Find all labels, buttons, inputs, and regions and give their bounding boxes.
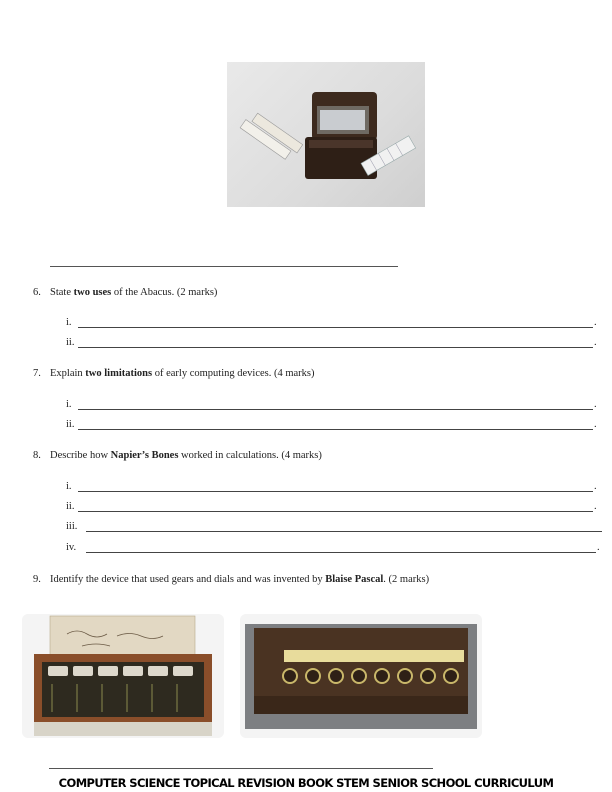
question-marks: of early computing devices. (4 marks): [152, 368, 315, 379]
question-keyword: two uses: [73, 287, 112, 298]
question-keyword: Napier’s Bones: [110, 450, 179, 461]
pascaline-image-2: [240, 614, 482, 738]
question-7: [33, 368, 315, 379]
answer-blank[interactable]: [78, 409, 593, 410]
answer-end-dot: .: [594, 501, 597, 512]
answer-blank[interactable]: [78, 347, 593, 348]
question-text: Describe how: [50, 450, 111, 461]
question-keyword: two limitations: [85, 368, 153, 379]
answer-blank[interactable]: [86, 531, 602, 532]
separator-line: [50, 266, 398, 267]
answer-end-dot: .: [594, 481, 597, 492]
answer-blank[interactable]: [78, 327, 593, 328]
footer-title: COMPUTER SCIENCE TOPICAL REVISION BOOK STEM SENIOR SCHOOL CURRICULUM: [58, 776, 554, 790]
answer-end-dot: .: [594, 317, 597, 328]
question-number: 7.: [33, 368, 41, 379]
answer-line-6-i[interactable]: [66, 317, 597, 328]
answer-label: iv.: [66, 542, 77, 553]
answer-end-dot: .: [594, 337, 597, 348]
question-text: State: [50, 287, 74, 298]
answer-blank[interactable]: [86, 552, 596, 553]
question-number: 9.: [33, 574, 41, 585]
question-marks: worked in calculations. (4 marks): [178, 450, 322, 461]
question-marks: . (2 marks): [383, 574, 430, 585]
question-8: [33, 450, 322, 461]
question-number: 8.: [33, 450, 41, 461]
question-9: [33, 574, 429, 585]
answer-line-8-ii[interactable]: [66, 501, 597, 512]
question-text: Identify the device that used gears and dials and was invented by: [50, 574, 326, 585]
answer-line-8-iv[interactable]: [66, 542, 600, 553]
answer-blank[interactable]: [78, 429, 593, 430]
answer-line-7-i[interactable]: [66, 399, 597, 410]
pascaline-image-1: [22, 614, 224, 738]
answer-blank[interactable]: [78, 491, 593, 492]
pascaline-illustration-2: [240, 614, 482, 738]
answer-blank[interactable]: [78, 511, 593, 512]
answer-end-dot: .: [594, 399, 597, 410]
answer-end-dot: .: [594, 419, 597, 430]
question-keyword: Blaise Pascal: [325, 574, 384, 585]
answer-line-8-i[interactable]: [66, 481, 597, 492]
question-marks: of the Abacus. (2 marks): [111, 287, 218, 298]
answer-label: ii.: [66, 501, 75, 512]
question-text: Explain: [50, 368, 86, 379]
answer-label: i.: [66, 317, 72, 328]
answer-label: i.: [66, 399, 72, 410]
napiers-bones-image: [227, 62, 425, 207]
pascaline-illustration-1: [22, 614, 224, 738]
question-6: [33, 287, 217, 298]
answer-end-dot: .: [597, 542, 600, 553]
answer-label: ii.: [66, 419, 75, 430]
answer-label: ii.: [66, 337, 75, 348]
answer-label: iii.: [66, 521, 78, 532]
answer-line-7-ii[interactable]: [66, 419, 597, 430]
answer-label: i.: [66, 481, 72, 492]
footer-line: [49, 768, 433, 769]
answer-line-6-ii[interactable]: [66, 337, 597, 348]
napiers-bones-illustration: [227, 62, 425, 207]
answer-line-8-iii[interactable]: [66, 521, 77, 532]
question-number: 6.: [33, 287, 41, 298]
